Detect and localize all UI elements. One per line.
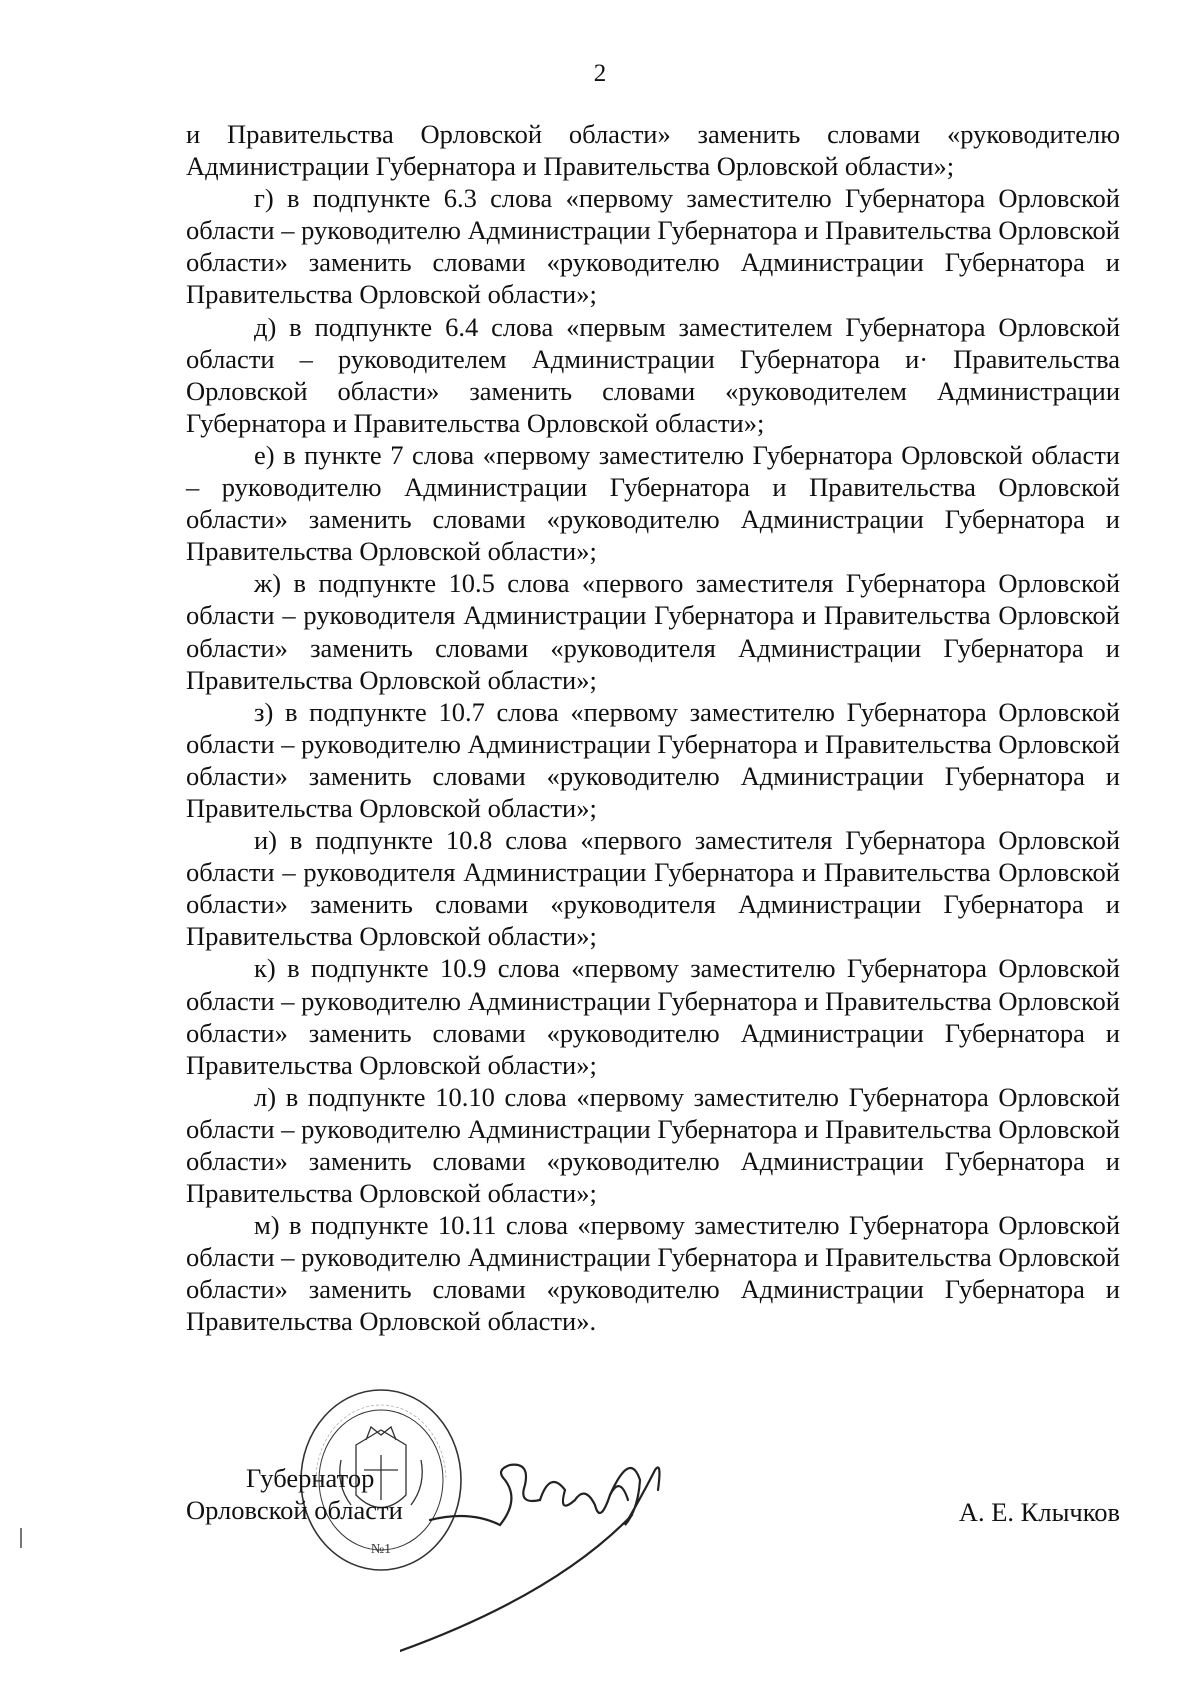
paragraph-k: к) в подпункте 10.9 слова «первому заместителю Губернатора Орловской области – руководителю Администрации Губернатора и Правительства Орловской области» заменить словами «руководителю Администрации Губернатора и Правительства Орловской области»;: [186, 953, 1120, 1080]
svg-text:№1: №1: [370, 1542, 392, 1557]
paragraph-m: м) в подпункте 10.11 слова «первому заместителю Губернатора Орловской области – руководителю Администрации Губернатора и Правительства Орловской области» заменить словами «руководителю Администрации Губернатора и Правительства Орловской области».: [186, 1210, 1120, 1337]
page-number: 2: [593, 60, 607, 87]
paragraph-zh: ж) в подпункте 10.5 слова «первого заместителя Губернатора Орловской области – руководителя Администрации Губернатора и Правительства Орловской области» заменить словами «руководителя Администрации Губернатора и Правительства Орловской области»;: [186, 568, 1120, 695]
signatory-title-line1: Губернатор: [246, 1463, 375, 1493]
paragraph-e: е) в пункте 7 слова «первому заместителю Губернатора Орловской области – руководителю Администрации Губернатора и Правительства Орловской области» заменить словами «руководителю Администрации Губернатора и Правительства Орловской области»;: [186, 439, 1120, 567]
paragraph-continuation: и Правительства Орловской области» заменить словами «руководителю Администрации Губернатора и Правительства Орловской области»;: [186, 119, 1120, 182]
signatory-name: А. Е. Клычков: [958, 1497, 1120, 1527]
paragraph-i: и) в подпункте 10.8 слова «первого заместителя Губернатора Орловской области – руководителя Администрации Губернатора и Правительства Орловской области» заменить словами «руководителя Администрации Губернатора и Правительства Орловской области»;: [186, 825, 1120, 952]
signatory-title: [186, 1462, 426, 1526]
handwritten-signature: [400, 1430, 720, 1660]
paragraph-z: з) в подпункте 10.7 слова «первому заместителю Губернатора Орловской области – руководителю Администрации Губернатора и Правительства Орловской области» заменить словами «руководителю Администрации Губернатора и Правительства Орловской области»;: [186, 696, 1120, 823]
paragraph-g: г) в подпункте 6.3 слова «первому заместителю Губернатора Орловской области – руководителю Администрации Губернатора и Правительства Орловской области» заменить словами «руководителю Администрации Губернатора и Правительства Орловской области»;: [186, 183, 1120, 310]
paragraph-l: л) в подпункте 10.10 слова «первому заместителю Губернатора Орловской области – руководителю Администрации Губернатора и Правительства Орловской области» заменить словами «руководителю Администрации Губернатора и Правительства Орловской области»;: [186, 1081, 1120, 1209]
margin-mark: [20, 1528, 22, 1548]
paragraph-d: д) в подпункте 6.4 слова «первым заместителем Губернатора Орловской области – руководителем Администрации Губернатора и· Правительства Орловской области» заменить словами «руководителем Администрации Губернатора и Правительства Орловской области»;: [186, 311, 1120, 438]
signatory-title-line2: Орловской области: [186, 1495, 403, 1525]
document-body: [186, 118, 1120, 1338]
